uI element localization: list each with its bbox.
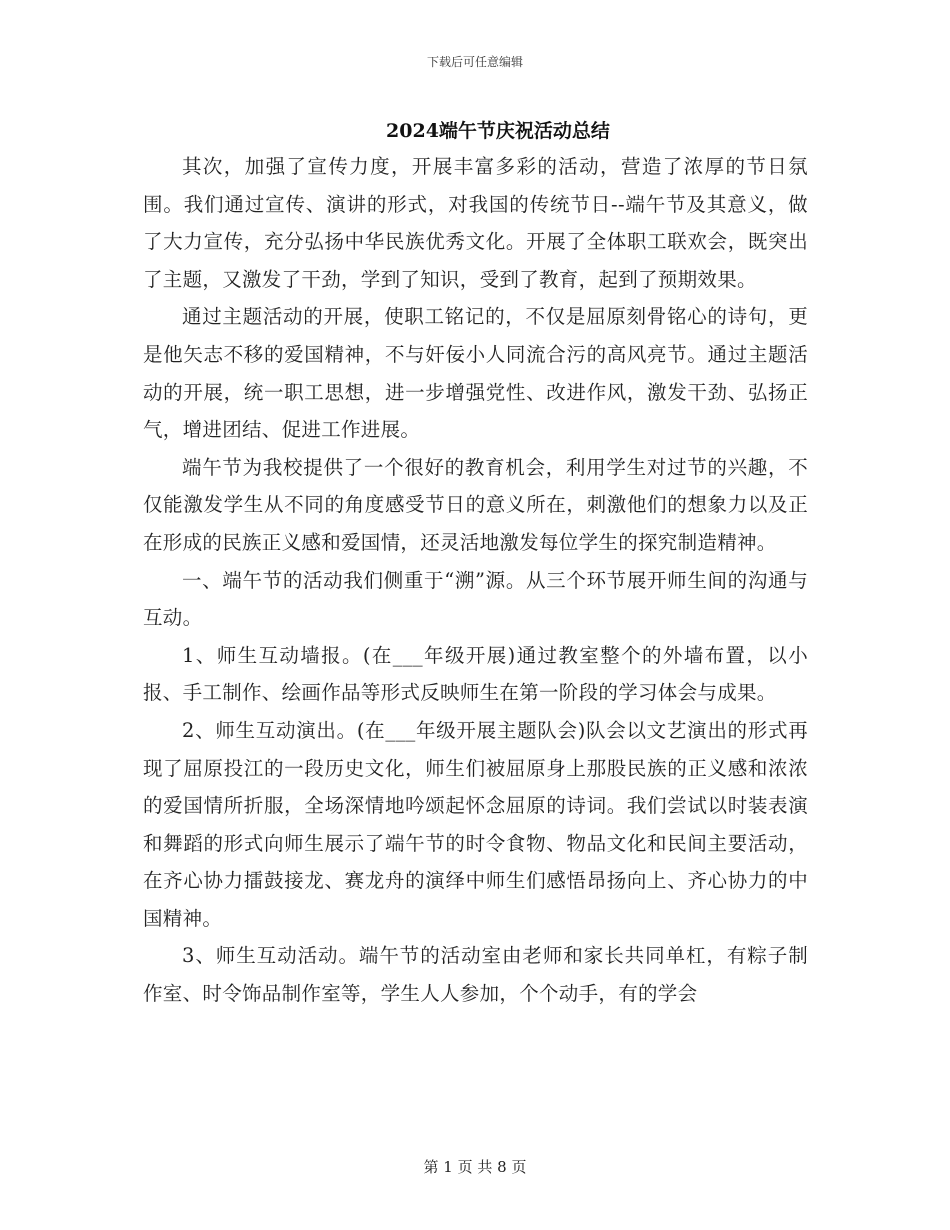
paragraph: 1、师生互动墙报。(在___年级开展)通过教室整个的外墙布置，以小报、手工制作、绘画作品等形式反映师生在第一阶段的学习体会与成果。 [143,643,808,705]
document-title: 2024端午节庆祝活动总结 [386,120,610,142]
paragraph: 3、师生互动活动。端午节的活动室由老师和家长共同单杠，有粽子制作室、时令饰品制作室等，学生人人参加，个个动手，有的学会 [143,944,808,1006]
document-body [143,148,808,1013]
header-note: 下载后可任意编辑 [426,55,523,69]
page-number: 第 1 页 共 8 页 [423,1158,527,1176]
paragraph: 端午节为我校提供了一个很好的教育机会，利用学生对过节的兴趣，不仅能激发学生从不同的角度感受节日的意义所在，刺激他们的想象力以及正在形成的民族正义感和爱国情，还灵活地激发每位学生的探究制造精神。 [143,455,808,554]
paragraph: 其次，加强了宣传力度，开展丰富多彩的活动，营造了浓厚的节日氛围。我们通过宣传、演讲的形式，对我国的传统节日--端午节及其意义，做了大力宣传，充分弘扬中华民族优秀文化。开展了全体职工联欢会，既突出了主题，又激发了干劲，学到了知识，受到了教育，起到了预期效果。 [143,155,808,291]
paragraph: 通过主题活动的开展，使职工铭记的，不仅是屈原刻骨铭心的诗句，更是他矢志不移的爱国精神，不与奸佞小人同流合污的高风亮节。通过主题活动的开展，统一职工思想，进一步增强党性、改进作风，激发干劲、弘扬正气，增进团结、促进工作进展。 [143,305,808,442]
paragraph: 2、师生互动演出。(在___年级开展主题队会)队会以文艺演出的形式再现了屈原投江的一段历史文化，师生们被屈原身上那股民族的正义感和浓浓的爱国情所折服，全场深情地吟颂起怀念屈原的诗词。我们尝试以时装表演和舞蹈的形式向师生展示了端午节的时令食物、物品文化和民间主要活动，在齐心协力擂鼓接龙、赛龙舟的演绎中师生们感悟昂扬向上、齐心协力的中国精神。 [143,718,808,930]
paragraph: 一、端午节的活动我们侧重于“溯”源。从三个环节展开师生间的沟通与互动。 [143,568,808,630]
